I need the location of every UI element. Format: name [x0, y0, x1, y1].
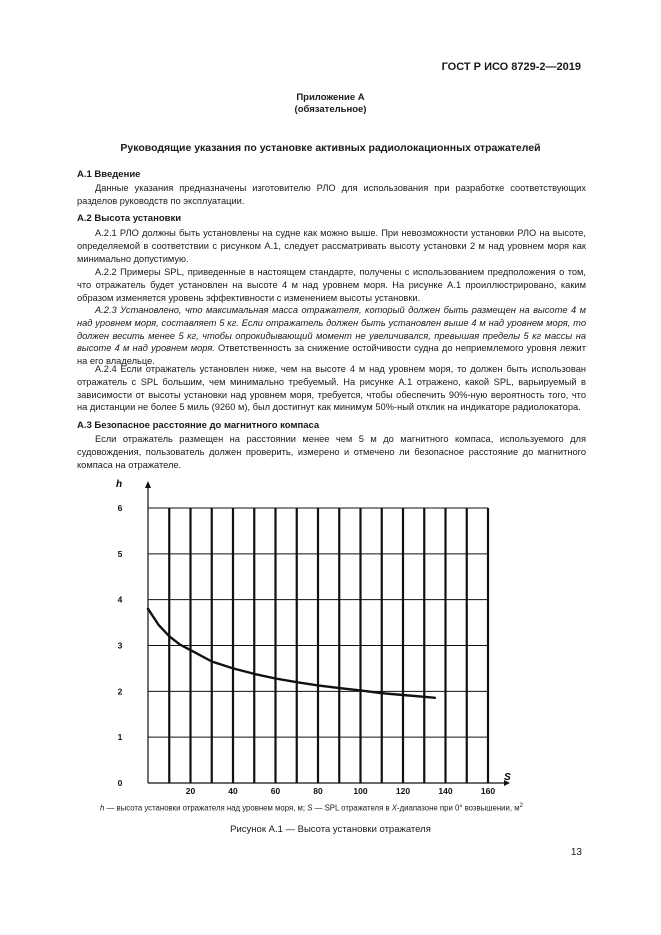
paragraph-a22-body: А.2.2 Примеры SPL, приведенные в настоящем стандарте, получены с использованием предположения о том, что отражатель будет установлен на высоте 4 м над уровнем моря. На рисунке А.1 проиллюстрировано, каким образом изменяется уровень эффективности с изменением высоты установки.	[77, 267, 586, 303]
page-number: 13	[570, 847, 582, 858]
figure-note	[100, 803, 600, 813]
y-tick-label: 1	[117, 732, 123, 743]
chart-axes	[145, 481, 510, 786]
section-a3-body: Если отражатель размещен на расстоянии менее чем 5 м до магнитного компаса, используемого для судовождения, пользователь должен проверить, измерено и отмечено ли безопасное расстояние до магнитного компаса на отражателе.	[77, 434, 586, 470]
section-a3-text	[77, 433, 586, 471]
note-s-desc: — SPL отражателя в	[312, 803, 392, 813]
x-tick-label: 100	[353, 786, 368, 796]
paragraph-a22	[77, 266, 586, 304]
section-a1-body: Данные указания предназначены изготовителю РЛО для использования при разработке соответствующих разделов руководств по эксплуатации.	[77, 183, 586, 206]
x-axis-label: S	[504, 772, 511, 783]
y-axis-label: h	[116, 479, 123, 490]
paragraph-a23	[77, 304, 586, 368]
paragraph-a23-italic: А.2.3 Установлено, что максимальная масса отражателя, который должен быть размещен на высоте 4 м над уровнем моря, составляет 5 кг. Если отражатель должен быть установлен выше 4 м над уровнем моря, то должен весить менее 5 кг, чтобы опрокидывающий момент не увеличивался, превышая пределы 5 кг массы на высоте 4 м над уровнем моря.	[77, 305, 586, 354]
y-tick-label: 5	[117, 548, 123, 559]
main-title: Руководящие указания по установке активных радиолокационных отражателей	[120, 142, 541, 154]
section-a2-heading: А.2 Высота установки	[77, 213, 182, 224]
paragraph-a24-body: А.2.4 Если отражатель установлен ниже, чем на высоте 4 м над уровнем моря, то должен быть использован отражатель с SPL большим, чем минимально требуемый. На рисунке А.1 отражено, какой SPL, варьируемый в зависимости от высоты установки над уровнем моря, требуется, чтобы обеспечить 90%-ную вероятность того, что на дистанции не более 5 миль (9260 м), был достигнут как минимум 50%-ный отклик на индикаторе радиолокатора.	[77, 364, 586, 413]
paragraph-a24	[77, 363, 586, 414]
appendix-subtitle: (обязательное)	[294, 104, 367, 115]
x-tick-label: 160	[480, 786, 496, 796]
x-tick-label: 60	[270, 786, 281, 796]
note-h-desc: — высота установки отражателя над уровнем моря, м;	[104, 803, 308, 813]
section-a1-heading: А.1 Введение	[77, 169, 141, 180]
x-tick-label: 120	[395, 786, 411, 796]
height-chart	[100, 475, 530, 800]
y-axis-arrow	[145, 481, 151, 488]
chart-ticks	[118, 503, 496, 796]
note-superscript: 2	[519, 803, 523, 809]
y-tick-label: 0	[117, 778, 123, 788]
y-tick-label: 3	[117, 640, 123, 651]
y-tick-label: 6	[117, 503, 123, 513]
figure-caption: Рисунок А.1 — Высота установки отражателя	[230, 824, 431, 835]
x-tick-label: 140	[438, 786, 453, 796]
y-tick-label: 4	[117, 594, 123, 605]
section-a3-heading: А.3 Безопасное расстояние до магнитного компаса	[77, 420, 320, 431]
note-s-symbol: S	[307, 803, 313, 813]
x-tick-label: 80	[313, 786, 323, 796]
y-tick-label: 2	[117, 686, 123, 697]
document-id: ГОСТ Р ИСО 8729-2—2019	[441, 61, 581, 73]
note-x-symbol: X	[391, 803, 397, 813]
x-tick-label: 20	[185, 786, 196, 796]
section-a1-text	[77, 182, 586, 208]
paragraph-a23-normal: Ответственность за снижение остойчивости судна до неприемлемого уровня лежит на его владельце.	[77, 343, 586, 367]
appendix-title: Приложение А	[296, 92, 365, 103]
paragraph-a21	[77, 227, 586, 265]
x-tick-label: 40	[228, 786, 238, 796]
chart-grid	[148, 508, 488, 783]
note-h-symbol: h	[100, 803, 105, 813]
paragraph-a21-body: А.2.1 РЛО должны быть установлены на судне как можно выше. При невозможности установки РЛО на высоте, определяемой в соответствии с рисунком А.1, следует рассматривать высоту установки 2 м над уровнем моря как минимально допустимую.	[77, 228, 586, 264]
note-end: -диапазоне при 0° возвышении, м	[396, 803, 520, 813]
